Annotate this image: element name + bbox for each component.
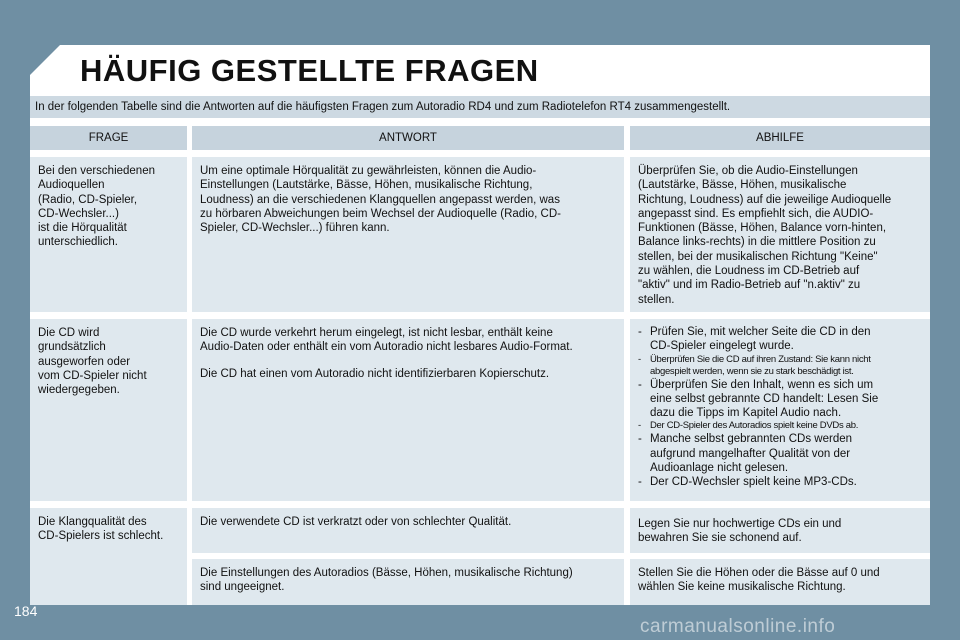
text-line: (Radio, CD-Spieler, (38, 193, 138, 206)
text-line: wählen Sie keine musikalische Richtung. (638, 581, 846, 594)
text-line: Die Klangqualität des (38, 516, 147, 528)
text-line: Überprüfen Sie, ob die Audio-Einstellungen (638, 165, 858, 177)
text-line: Die CD wurde verkehrt herum eingelegt, ist nicht lesbar, enthält keine (200, 327, 553, 339)
row2-abhilfe (630, 319, 930, 501)
text-line: zu wählen, die Loudness im CD-Betrieb auf (638, 265, 860, 278)
text-line: Um eine optimale Hörqualität zu gewährleisten, können die Audio- (200, 165, 537, 177)
text-line: stellen. (638, 293, 675, 306)
text-line: vom CD-Spieler nicht (38, 369, 147, 382)
text-line: unterschiedlich. (38, 236, 118, 249)
text-line: ist die Hörqualität (38, 222, 127, 235)
text-line: Die Einstellungen des Autoradios (Bässe, Höhen, musikalische Richtung) (200, 567, 573, 579)
bullet-dash: - (638, 476, 642, 489)
row1-antwort (192, 157, 624, 312)
text-line: sind ungeeignet. (200, 581, 285, 594)
text-line: Die CD hat einen vom Autoradio nicht identifizierbaren Kopierschutz. (200, 367, 550, 380)
text-line: bewahren Sie sie schonend auf. (638, 532, 802, 545)
page-number: 184 (14, 603, 38, 619)
bullet-item (638, 354, 922, 378)
bullet-dash: - (638, 433, 642, 446)
bullet-dash: - (638, 326, 642, 338)
text-line: "aktiv" und im Radio-Betrieb auf "n.aktiv" zu (638, 279, 861, 292)
text-line: wiedergegeben. (38, 384, 120, 397)
text-line: Loudness) an die verschiedenen Klangquellen angepasst werden, was (200, 193, 560, 206)
text-line: angepasst sind. Es empfiehlt sich, die AUDIO- (638, 207, 874, 220)
text-line: Der CD-Wechsler spielt keine MP3-CDs. (650, 476, 857, 489)
row2-antwort (192, 319, 624, 501)
row1-abhilfe (630, 157, 930, 312)
row3-abhilfe-b (630, 559, 930, 605)
text-line: Stellen Sie die Höhen oder die Bässe auf 0 und (638, 567, 880, 579)
text-line: CD-Wechsler...) (38, 207, 119, 220)
bullet-item (638, 432, 922, 475)
text-line: grundsätzlich (38, 341, 106, 354)
row3-antwort-a (192, 508, 624, 553)
text-line: Richtung, Loudness) auf die jeweilige Audioquelle (638, 193, 892, 206)
text-line: stellen, bei der musikalischen Richtung "Keine" (638, 250, 878, 263)
bullet-item (638, 325, 922, 354)
text-line: Funktionen (Bässe, Höhen, Balance vorn-hinten, (638, 222, 887, 235)
text-line: (Lautstärke, Bässe, Höhen, musikalische (638, 179, 847, 192)
intro-text: In der folgenden Tabelle sind die Antworten auf die häufigsten Fragen zum Autoradio RD4 und zum Radiotelefon RT4 zusammengestellt. (30, 96, 930, 118)
text-line: Manche selbst gebrannten CDs werden (650, 433, 853, 446)
text-line: Überprüfen Sie die CD auf ihren Zustand: Sie kann nicht (650, 353, 871, 365)
bullet-dash: - (638, 353, 641, 365)
text-line: Legen Sie nur hochwertige CDs ein und (638, 518, 842, 530)
text-line: Die verwendete CD ist verkratzt oder von schlechter Qualität. (200, 516, 512, 528)
bullet-dash: - (638, 378, 642, 391)
text-line: dazu die Tipps im Kapitel Audio nach. (650, 407, 842, 420)
text-line: CD-Spieler eingelegt wurde. (650, 340, 794, 353)
text-line: Audioanlage nicht gelesen. (650, 462, 789, 475)
header-antwort: ANTWORT (192, 126, 624, 150)
watermark: carmanualsonline.info (640, 616, 836, 637)
text-line: Der CD-Spieler des Autoradios spielt keine DVDs ab. (650, 420, 859, 432)
text-line: Spieler, CD-Wechsler...) führen kann. (200, 222, 390, 235)
text-line: Prüfen Sie, mit welcher Seite die CD in den (650, 326, 871, 338)
text-line: Balance links-rechts) in die mittlere Position zu (638, 236, 876, 249)
row2-frage (30, 319, 187, 501)
text-line: Bei den verschiedenen (38, 165, 155, 177)
text-line: Die CD wird (38, 327, 100, 339)
bullet-dash: - (638, 420, 641, 432)
header-abhilfe: ABHILFE (630, 126, 930, 150)
text-line: Einstellungen (Lautstärke, Bässe, Höhen, musikalische Richtung, (200, 179, 533, 192)
row1-frage (30, 157, 187, 312)
text-line: abgespielt werden, wenn sie zu stark beschädigt ist. (650, 365, 854, 377)
text-line: ausgeworfen oder (38, 355, 131, 368)
row3-frage (30, 508, 187, 605)
bullet-item (638, 475, 922, 489)
bullet-item (638, 420, 922, 432)
text-line: zu hörbaren Abweichungen beim Wechsel der Audioquelle (Radio, CD- (200, 207, 561, 220)
header-frage: FRAGE (30, 126, 187, 150)
row3-antwort-b (192, 559, 624, 605)
text-line: Audio-Daten oder enthält ein vom Autoradio nicht lesbares Audio-Format. (200, 341, 573, 354)
bullet-item (638, 378, 922, 421)
row3-abhilfe-a (630, 508, 930, 553)
text-line: Audioquellen (38, 179, 105, 192)
text-line: Überprüfen Sie den Inhalt, wenn es sich um (650, 378, 874, 391)
text-line: CD-Spielers ist schlecht. (38, 530, 164, 543)
page-title: HÄUFIG GESTELLTE FRAGEN (80, 53, 539, 88)
text-line: aufgrund mangelhafter Qualität von der (650, 447, 851, 460)
text-line: eine selbst gebrannte CD handelt: Lesen Sie (650, 392, 879, 405)
